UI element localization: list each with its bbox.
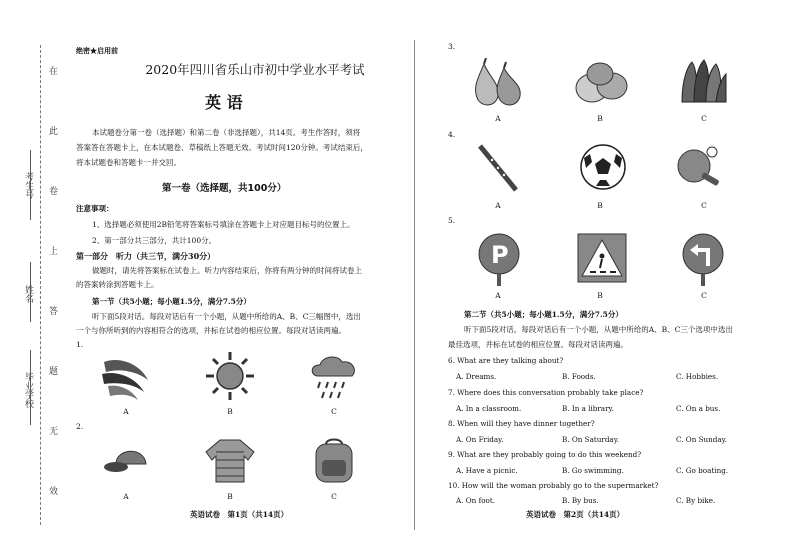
section1-title: 第一节（共5小题；每小题1.5分，满分7.5分）: [92, 297, 251, 306]
pears-icon[interactable]: [470, 58, 524, 108]
intro-line: 本试题卷分第一卷（选择题）和第二卷（非选择题），共14页。考生作答时，须将: [92, 128, 361, 137]
option-c[interactable]: C. Hobbies.: [676, 372, 719, 381]
option-label: B: [227, 492, 233, 501]
note-line: 1、选择题必须使用2B铅笔将答案标号填涂在答题卡上对应题目标号的位置上。: [92, 220, 355, 229]
intro-line: 将本试题卷和答题卡一并交回。: [76, 158, 181, 167]
question-5-number: 5.: [448, 216, 456, 225]
football-icon[interactable]: [578, 142, 628, 192]
option-b[interactable]: B. Go swimming.: [562, 466, 624, 475]
option-label: A: [495, 201, 501, 210]
option-c[interactable]: C. On a bus.: [676, 404, 721, 413]
sweater-icon[interactable]: [204, 436, 256, 486]
parking-sign-icon[interactable]: [474, 230, 524, 286]
cap-icon[interactable]: [102, 440, 154, 480]
corn-icon[interactable]: [676, 58, 730, 106]
binding-line: [40, 45, 41, 525]
seal-char: 效: [47, 486, 57, 495]
part1-desc: 的答案转涂到答题卡上。: [76, 280, 159, 289]
question-text: 8. When will they have dinner together?: [448, 419, 595, 428]
seal-char: 无: [47, 426, 57, 435]
option-b[interactable]: B. By bus.: [562, 496, 599, 505]
page-footer: 英语试卷 第1页（共14页）: [190, 510, 289, 519]
seal-char: 答: [47, 306, 57, 315]
table-tennis-icon[interactable]: [676, 142, 730, 192]
question-text: 7. Where does this conversation probably take place?: [448, 388, 644, 397]
option-label: C: [331, 407, 337, 416]
crosswalk-sign-icon[interactable]: [576, 232, 628, 284]
section2-desc: 最佳选项，并标在试卷的相应位置。每段对话读两遍。: [448, 340, 628, 349]
seal-char: 在: [47, 66, 57, 75]
option-a[interactable]: A. Dreams.: [456, 372, 497, 381]
option-a[interactable]: A. In a classroom.: [456, 404, 522, 413]
eggs-icon[interactable]: [572, 60, 630, 106]
option-b[interactable]: B. On Saturday.: [562, 435, 620, 444]
exam-title: 2020年四川省乐山市初中学业水平考试: [145, 62, 365, 77]
part1-title: 第一部分 听力（共三节，满分30分）: [76, 251, 216, 261]
flute-icon[interactable]: [474, 142, 524, 194]
option-c[interactable]: C. Go boating.: [676, 466, 729, 475]
wind-icon[interactable]: [100, 354, 152, 402]
turn-left-sign-icon[interactable]: [678, 230, 728, 286]
option-label: B: [227, 407, 233, 416]
option-label: C: [701, 291, 707, 300]
secret-label: 绝密★启用前: [76, 46, 118, 55]
option-label: B: [597, 114, 603, 123]
svg-text:P: P: [491, 241, 509, 269]
option-label: B: [597, 201, 603, 210]
option-label: C: [701, 201, 707, 210]
option-c[interactable]: C. On Sunday.: [676, 435, 728, 444]
volume1-title: 第一卷（选择题，共100分）: [162, 183, 287, 194]
note-line: 2、第一部分共三部分，共计100分。: [92, 236, 217, 245]
sun-icon[interactable]: [204, 350, 256, 402]
question-1-number: 1.: [76, 340, 84, 349]
backpack-icon[interactable]: [308, 436, 360, 486]
part1-desc: 做题时，请先将答案标在试卷上。听力内容结束后，你将有两分钟的时间将试卷上: [92, 266, 362, 275]
page-divider: [414, 40, 415, 530]
field-name-line[interactable]: [30, 262, 31, 322]
field-school-line[interactable]: [30, 350, 31, 425]
subject-title: 英 语: [205, 93, 243, 112]
seal-char: 此: [47, 126, 57, 135]
option-label: A: [495, 291, 501, 300]
notes-title: 注意事项：: [76, 204, 114, 213]
question-text: 6. What are they talking about?: [448, 356, 564, 365]
question-3-number: 3.: [448, 42, 456, 51]
option-label: C: [701, 114, 707, 123]
question-4-number: 4.: [448, 130, 456, 139]
field-exam-number: 考生号: [23, 172, 33, 199]
seal-char: 上: [47, 246, 57, 255]
question-text: 10. How will the woman probably go to the supermarket?: [448, 481, 659, 490]
option-a[interactable]: A. On Friday.: [456, 435, 504, 444]
field-name: 姓名: [23, 285, 33, 303]
section2-title: 第二节（共5小题；每小题1.5分，满分7.5分）: [464, 310, 623, 319]
option-label: A: [123, 407, 129, 416]
seal-char: 题: [47, 366, 57, 375]
section1-desc: 一个与你所听到的内容相符合的选项，并标在试卷的相应位置。每段对话读两遍。: [76, 326, 346, 335]
section1-desc: 听下面5段对话。每段对话后有一个小题，从题中所给的A、B、C三幅图中，选出: [92, 312, 361, 321]
page-footer: 英语试卷 第2页（共14页）: [526, 510, 625, 519]
question-2-number: 2.: [76, 422, 84, 431]
option-c[interactable]: C. By bike.: [676, 496, 716, 505]
question-text: 9. What are they probably going to do this weekend?: [448, 450, 642, 459]
option-b[interactable]: B. Foods.: [562, 372, 596, 381]
intro-line: 答案答在答题卡上，在本试题卷、草稿纸上答题无效。考试时间120分钟。考试结束后，: [76, 143, 368, 152]
option-label: A: [495, 114, 501, 123]
option-b[interactable]: B. In a library.: [562, 404, 614, 413]
option-a[interactable]: A. Have a picnic.: [456, 466, 518, 475]
field-exam-number-line[interactable]: [30, 150, 31, 220]
option-label: C: [331, 492, 337, 501]
option-a[interactable]: A. On foot.: [456, 496, 496, 505]
option-label: B: [597, 291, 603, 300]
field-school: 毕业学校: [23, 372, 33, 408]
seal-char: 卷: [47, 186, 57, 195]
section2-desc: 听下面5段对话。每段对话后有一个小题，从题中所给的A、B、C三个选项中选出: [464, 325, 733, 334]
rain-cloud-icon[interactable]: [308, 352, 360, 402]
option-label: A: [123, 492, 129, 501]
